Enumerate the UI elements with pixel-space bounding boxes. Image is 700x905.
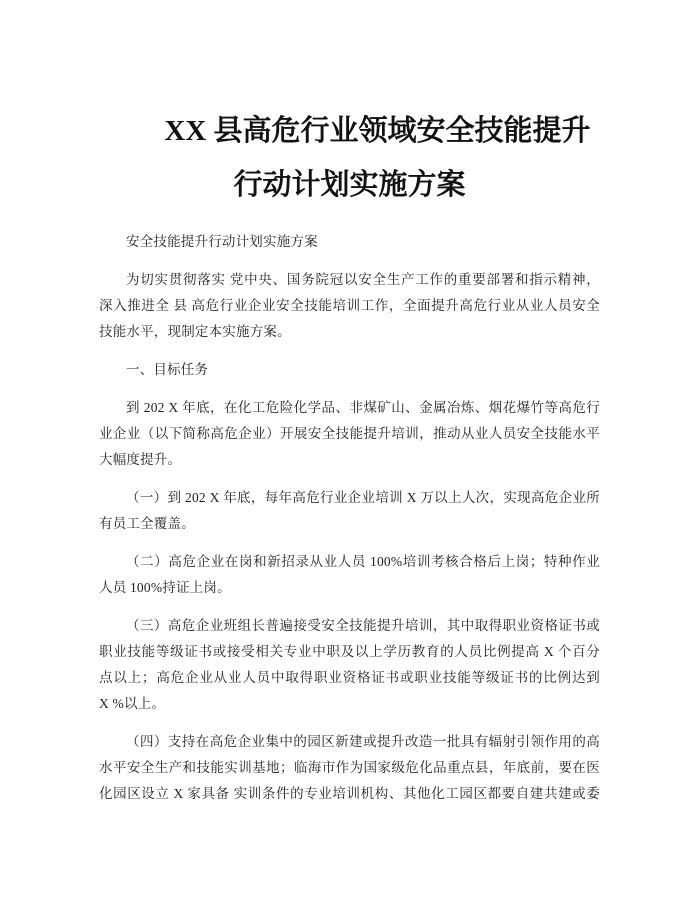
text-line: 安全技能提升行动计划实施方案 (126, 234, 318, 249)
text-line: （二）高危企业在岗和新招录从业人员 100%培训考核合格后上岗；特种作业 (126, 554, 600, 569)
goal-item-4-paragraph (99, 729, 600, 807)
title-line-2: 行动计划实施方案 (233, 169, 466, 201)
text-line: 职业技能等级证书或接受相关专业中职及以上学历教育的人员比例提高 X 个百分 (99, 644, 600, 659)
goal-item-3-paragraph (99, 613, 600, 717)
goals-overview-paragraph (99, 395, 600, 473)
goal-item-1-paragraph (99, 485, 600, 537)
text-line: 为切实贯彻落实 党中央、国务院冠以安全生产工作的重要部署和指示精神， (126, 272, 600, 287)
document-title (99, 104, 600, 212)
heading-line: 一、目标任务 (126, 362, 209, 377)
text-line: 到 202 X 年底，在化工危险化学品、非煤矿山、金属冶炼、烟花爆竹等高危行 (126, 400, 600, 415)
text-line: 大幅度提升。 (99, 452, 182, 467)
text-line: 点以上；高危企业从业人员中取得职业资格证书或职业技能等级证书的比例达到 (99, 670, 600, 685)
text-line: 有员工全覆盖。 (99, 516, 195, 531)
goal-item-2-paragraph (99, 549, 600, 601)
text-line: 技能水平，现制定本实施方案。 (99, 324, 291, 339)
text-line: 深入推进全 县 高危行业企业安全技能培训工作，全面提升高危行业从业人员安全 (99, 298, 600, 313)
text-line: 业企业（以下简称高危企业）开展安全技能提升培训，推动从业人员安全技能水平 (99, 426, 600, 441)
title-line-1: XX 县高危行业领域安全技能提升 (164, 115, 591, 147)
text-line: 化园区设立 X 家具备 实训条件的专业培训机构、其他化工园区都要自建共建或委 (99, 786, 600, 801)
text-line: （三）高危企业班组长普遍接受安全技能提升培训，其中取得职业资格证书或 (126, 618, 600, 633)
text-line: （四）支持在高危企业集中的园区新建或提升改造一批具有辐射引领作用的高 (126, 734, 600, 749)
text-line: 水平安全生产和技能实训基地；临海市作为国家级危化品重点县，年底前，要在医 (99, 760, 600, 775)
subtitle-paragraph (99, 229, 600, 255)
section-heading-goals (99, 357, 600, 383)
text-line: X %以上。 (99, 696, 166, 711)
intro-paragraph (99, 267, 600, 345)
text-line: 人员 100%持证上岗。 (99, 580, 231, 595)
text-line: （一）到 202 X 年底，每年高危行业企业培训 X 万以上人次，实现高危企业所 (126, 490, 600, 505)
